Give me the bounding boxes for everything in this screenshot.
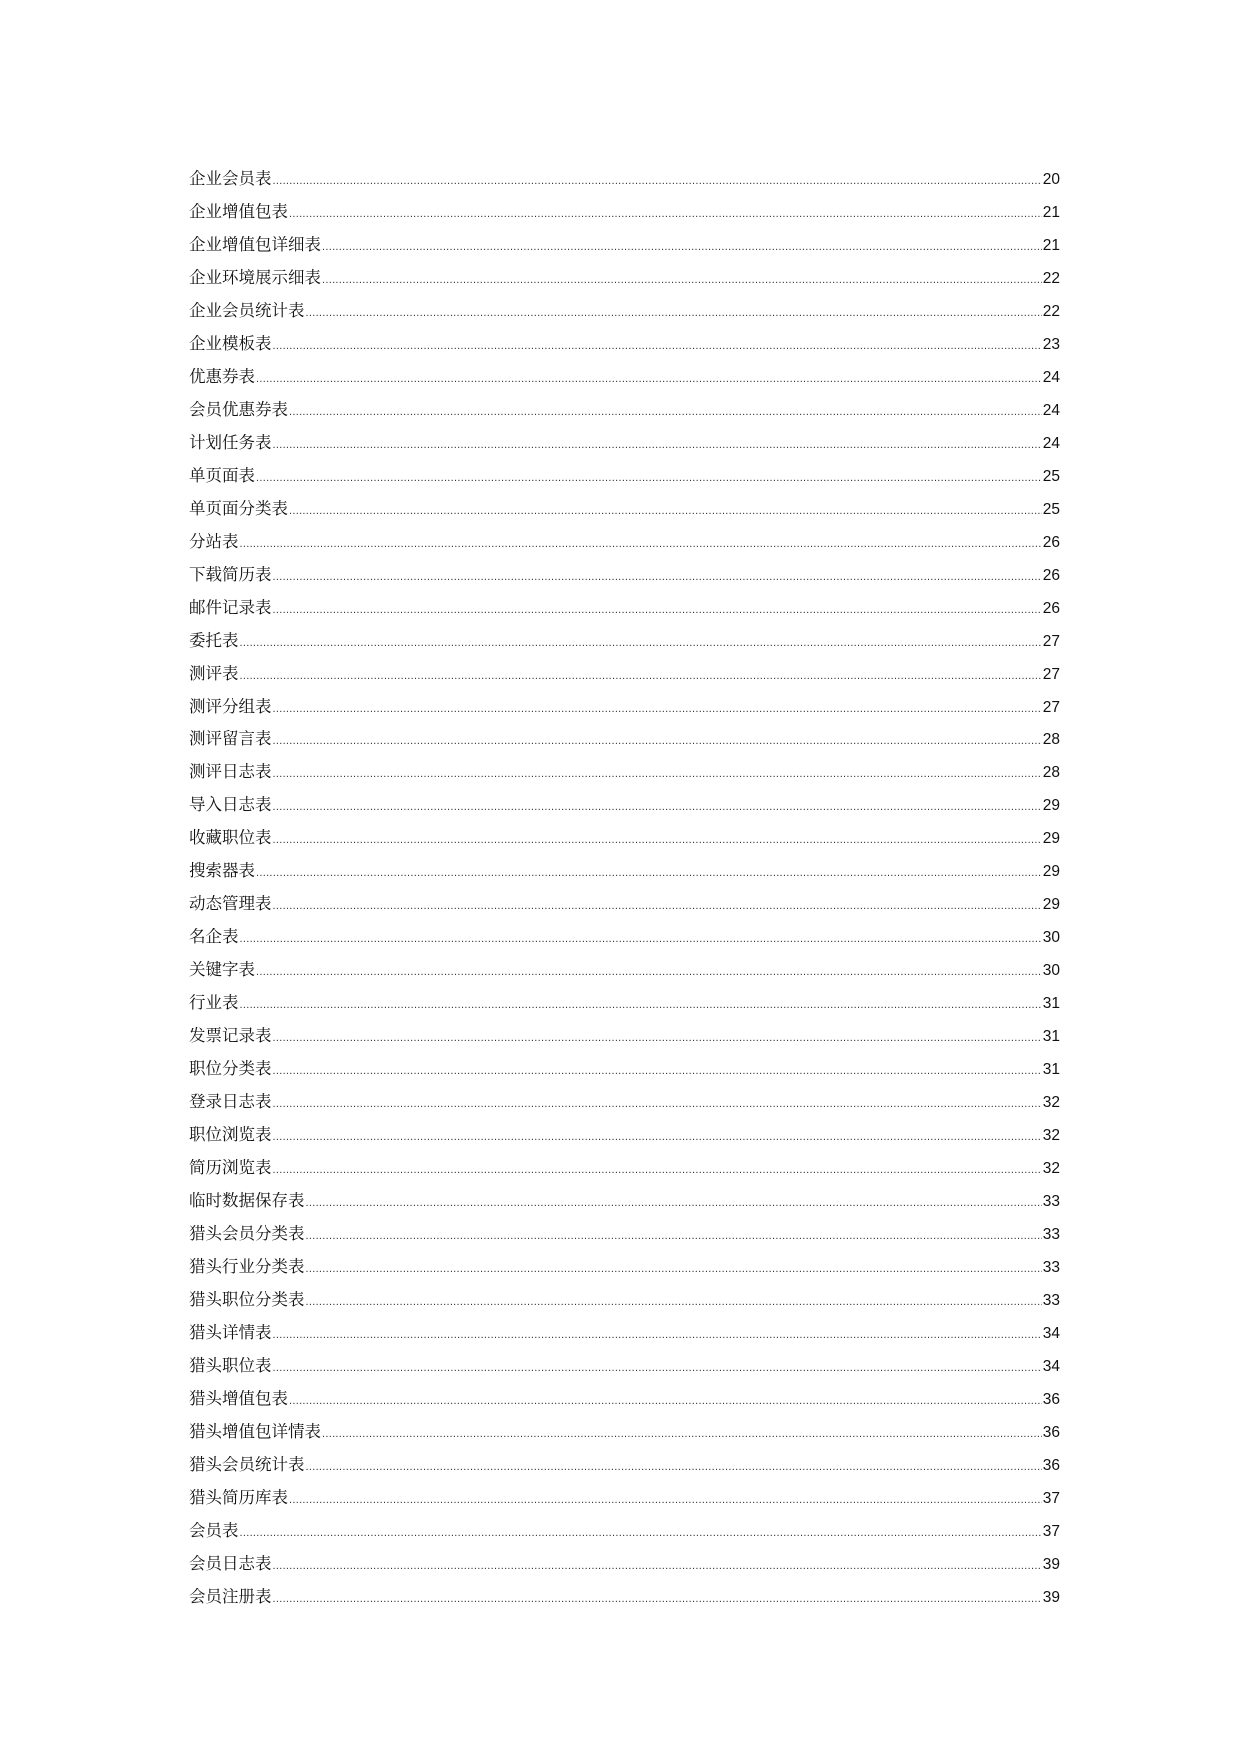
toc-entry-title: 测评表 — [189, 663, 239, 683]
toc-entry-title: 关键字表 — [189, 960, 255, 980]
toc-entry-title: 临时数据保存表 — [189, 1191, 305, 1211]
toc-entry-page-number: 26 — [1042, 533, 1060, 551]
toc-entry[interactable] — [189, 1053, 1060, 1086]
toc-entry-title: 职位浏览表 — [189, 1125, 272, 1145]
toc-entry[interactable] — [189, 1515, 1060, 1548]
toc-entry-title: 优惠券表 — [189, 366, 255, 386]
toc-entry-page-number: 33 — [1042, 1226, 1060, 1243]
toc-dot-leader — [273, 890, 1042, 923]
toc-entry-page-number: 22 — [1042, 269, 1060, 287]
toc-dot-leader — [306, 1220, 1042, 1253]
toc-entry-page-number: 36 — [1042, 1456, 1060, 1474]
toc-dot-leader — [240, 1517, 1042, 1550]
toc-entry[interactable] — [189, 789, 1060, 822]
toc-entry-page-number: 25 — [1042, 467, 1060, 485]
toc-entry-page-number: 31 — [1042, 1028, 1060, 1046]
toc-entry[interactable] — [189, 394, 1060, 427]
toc-entry[interactable] — [189, 1350, 1060, 1383]
toc-entry[interactable] — [189, 1119, 1060, 1152]
toc-dot-leader — [306, 1451, 1042, 1484]
toc-entry-title: 企业增值包详细表 — [189, 234, 321, 254]
toc-dot-leader — [256, 363, 1042, 396]
toc-entry-title: 企业会员统计表 — [189, 300, 305, 320]
toc-entry-page-number: 24 — [1042, 401, 1060, 419]
toc-entry-page-number: 29 — [1042, 896, 1060, 914]
toc-dot-leader — [256, 956, 1042, 989]
toc-entry-title: 企业环境展示细表 — [189, 267, 321, 287]
toc-dot-leader — [273, 791, 1042, 824]
toc-entry[interactable] — [189, 1086, 1060, 1119]
toc-dot-leader — [289, 198, 1042, 231]
toc-entry-page-number: 21 — [1042, 236, 1060, 254]
toc-entry[interactable] — [189, 1416, 1060, 1449]
toc-dot-leader — [289, 1385, 1042, 1418]
toc-entry-page-number: 37 — [1042, 1489, 1060, 1507]
toc-entry-title: 会员注册表 — [189, 1586, 272, 1606]
toc-dot-leader — [273, 1352, 1042, 1385]
toc-entry-title: 猎头增值包详情表 — [189, 1421, 321, 1441]
toc-dot-leader — [289, 495, 1042, 528]
toc-entry[interactable] — [189, 921, 1060, 954]
toc-entry-title: 猎头职位分类表 — [189, 1289, 305, 1309]
toc-entry-title: 会员日志表 — [189, 1553, 272, 1573]
toc-entry[interactable] — [189, 526, 1060, 559]
toc-entry-title: 会员表 — [189, 1520, 239, 1540]
toc-entry-page-number: 29 — [1042, 797, 1060, 815]
toc-dot-leader — [256, 857, 1042, 890]
toc-entry-page-number: 28 — [1042, 764, 1060, 782]
toc-entry[interactable] — [189, 1185, 1060, 1218]
toc-dot-leader — [273, 429, 1042, 462]
toc-dot-leader — [240, 627, 1042, 660]
toc-entry[interactable] — [189, 658, 1060, 691]
toc-entry-title: 下载简历表 — [189, 564, 272, 584]
toc-dot-leader — [240, 923, 1042, 956]
toc-entry-page-number: 33 — [1042, 1193, 1060, 1211]
toc-entry[interactable] — [189, 427, 1060, 460]
toc-entry[interactable] — [189, 723, 1060, 756]
toc-entry[interactable] — [189, 163, 1060, 196]
toc-dot-leader — [273, 165, 1042, 198]
toc-dot-leader — [273, 1583, 1042, 1616]
toc-entry[interactable] — [189, 625, 1060, 658]
toc-entry-title: 企业会员表 — [189, 169, 272, 188]
toc-entry-title: 猎头会员分类表 — [189, 1224, 305, 1243]
toc-dot-leader — [273, 758, 1042, 791]
toc-entry-page-number: 27 — [1042, 632, 1060, 650]
toc-entry-title: 猎头简历库表 — [189, 1487, 288, 1507]
toc-entry[interactable] — [189, 1317, 1060, 1350]
toc-dot-leader — [273, 1319, 1042, 1352]
table-of-contents — [189, 163, 1060, 1614]
toc-entry-page-number: 24 — [1042, 368, 1060, 386]
toc-dot-leader — [273, 1088, 1042, 1121]
toc-entry-title: 分站表 — [189, 531, 239, 551]
toc-entry-page-number: 29 — [1042, 863, 1060, 881]
toc-entry-title: 企业模板表 — [189, 333, 272, 353]
toc-entry[interactable] — [189, 954, 1060, 987]
toc-entry-page-number: 39 — [1042, 1555, 1060, 1573]
toc-entry-title: 委托表 — [189, 630, 239, 650]
toc-entry[interactable] — [189, 1020, 1060, 1053]
toc-entry-page-number: 39 — [1042, 1588, 1060, 1606]
toc-dot-leader — [322, 231, 1042, 264]
toc-entry-page-number: 28 — [1042, 731, 1060, 749]
toc-entry-title: 企业增值包表 — [189, 201, 288, 221]
toc-dot-leader — [306, 297, 1042, 330]
toc-entry-page-number: 27 — [1042, 698, 1060, 716]
toc-entry-title: 猎头行业分类表 — [189, 1256, 305, 1276]
toc-entry-title: 测评留言表 — [189, 729, 272, 749]
toc-entry[interactable] — [189, 493, 1060, 526]
toc-entry[interactable] — [189, 1383, 1060, 1416]
toc-dot-leader — [273, 1121, 1042, 1154]
toc-entry-title: 搜索器表 — [189, 861, 255, 881]
toc-entry-page-number: 22 — [1042, 302, 1060, 320]
toc-dot-leader — [289, 1484, 1042, 1517]
toc-dot-leader — [273, 1154, 1042, 1187]
toc-entry[interactable] — [189, 229, 1060, 262]
toc-entry-title: 简历浏览表 — [189, 1158, 272, 1178]
toc-entry[interactable] — [189, 460, 1060, 493]
toc-dot-leader — [289, 396, 1042, 429]
toc-entry-page-number: 30 — [1042, 929, 1060, 947]
toc-entry[interactable] — [189, 196, 1060, 229]
toc-entry-title: 行业表 — [189, 993, 239, 1013]
toc-entry[interactable] — [189, 295, 1060, 328]
toc-entry-page-number: 34 — [1042, 1357, 1060, 1375]
toc-entry[interactable] — [189, 1548, 1060, 1581]
toc-dot-leader — [273, 693, 1042, 726]
toc-entry-title: 猎头职位表 — [189, 1355, 272, 1375]
toc-entry-page-number: 23 — [1042, 335, 1060, 353]
toc-dot-leader — [240, 660, 1042, 693]
toc-dot-leader — [273, 1550, 1042, 1583]
toc-entry[interactable] — [189, 559, 1060, 592]
toc-entry-page-number: 33 — [1042, 1291, 1060, 1309]
toc-dot-leader — [273, 824, 1042, 857]
toc-dot-leader — [273, 1022, 1042, 1055]
toc-entry-page-number: 34 — [1042, 1324, 1060, 1342]
toc-entry-title: 邮件记录表 — [189, 597, 272, 617]
toc-entry-title: 计划任务表 — [189, 432, 272, 452]
toc-entry-title: 会员优惠券表 — [189, 399, 288, 419]
toc-entry-page-number: 36 — [1042, 1423, 1060, 1441]
toc-entry[interactable] — [189, 1449, 1060, 1482]
toc-entry[interactable] — [189, 756, 1060, 789]
toc-dot-leader — [273, 1055, 1042, 1088]
toc-entry-title: 单页面分类表 — [189, 498, 288, 518]
toc-entry-page-number: 29 — [1042, 830, 1060, 848]
toc-entry-title: 收藏职位表 — [189, 828, 272, 848]
toc-entry-page-number: 32 — [1042, 1160, 1060, 1178]
toc-entry-page-number: 37 — [1042, 1522, 1060, 1540]
toc-entry-title: 猎头增值包表 — [189, 1388, 288, 1408]
toc-entry-page-number: 30 — [1042, 962, 1060, 980]
toc-entry-page-number: 31 — [1042, 1061, 1060, 1079]
toc-entry-page-number: 33 — [1042, 1258, 1060, 1276]
toc-dot-leader — [273, 725, 1042, 758]
toc-entry-page-number: 21 — [1042, 203, 1060, 221]
toc-entry[interactable] — [189, 888, 1060, 921]
toc-entry-page-number: 27 — [1042, 665, 1060, 683]
toc-entry-page-number: 24 — [1042, 434, 1060, 452]
toc-entry[interactable] — [189, 361, 1060, 394]
toc-entry-title: 职位分类表 — [189, 1059, 272, 1079]
toc-entry-title: 猎头会员统计表 — [189, 1454, 305, 1474]
toc-dot-leader — [240, 528, 1042, 561]
toc-entry-page-number: 36 — [1042, 1390, 1060, 1408]
toc-entry-title: 导入日志表 — [189, 795, 272, 815]
toc-entry-page-number: 32 — [1042, 1094, 1060, 1112]
toc-dot-leader — [322, 264, 1042, 297]
toc-entry-title: 测评分组表 — [189, 696, 272, 716]
toc-dot-leader — [273, 561, 1042, 594]
toc-entry[interactable] — [189, 1152, 1060, 1185]
toc-dot-leader — [256, 462, 1042, 495]
toc-entry-title: 名企表 — [189, 927, 239, 947]
toc-entry[interactable] — [189, 822, 1060, 855]
toc-entry[interactable] — [189, 328, 1060, 361]
toc-entry-page-number: 20 — [1042, 171, 1060, 188]
toc-entry-title: 单页面表 — [189, 465, 255, 485]
toc-dot-leader — [240, 989, 1042, 1022]
toc-dot-leader — [273, 594, 1042, 627]
toc-dot-leader — [306, 1253, 1042, 1286]
toc-entry[interactable] — [189, 592, 1060, 625]
toc-entry[interactable] — [189, 1284, 1060, 1317]
toc-dot-leader — [322, 1418, 1042, 1451]
toc-entry-page-number: 26 — [1042, 566, 1060, 584]
toc-entry-page-number: 31 — [1042, 995, 1060, 1013]
toc-entry[interactable] — [189, 1251, 1060, 1284]
toc-entry-title: 登录日志表 — [189, 1092, 272, 1112]
toc-entry-page-number: 32 — [1042, 1127, 1060, 1145]
toc-entry-title: 测评日志表 — [189, 762, 272, 782]
toc-entry-title: 猎头详情表 — [189, 1322, 272, 1342]
toc-entry[interactable] — [189, 1482, 1060, 1515]
toc-entry[interactable] — [189, 1581, 1060, 1614]
toc-dot-leader — [306, 1187, 1042, 1220]
toc-entry[interactable] — [189, 855, 1060, 888]
toc-entry-title: 发票记录表 — [189, 1026, 272, 1046]
toc-dot-leader — [273, 330, 1042, 363]
toc-entry-page-number: 25 — [1042, 500, 1060, 518]
toc-entry-page-number: 26 — [1042, 599, 1060, 617]
toc-entry[interactable] — [189, 987, 1060, 1020]
toc-entry[interactable] — [189, 1218, 1060, 1251]
toc-entry-title: 动态管理表 — [189, 894, 272, 914]
toc-dot-leader — [306, 1286, 1042, 1319]
toc-entry[interactable] — [189, 262, 1060, 295]
toc-entry[interactable] — [189, 691, 1060, 724]
